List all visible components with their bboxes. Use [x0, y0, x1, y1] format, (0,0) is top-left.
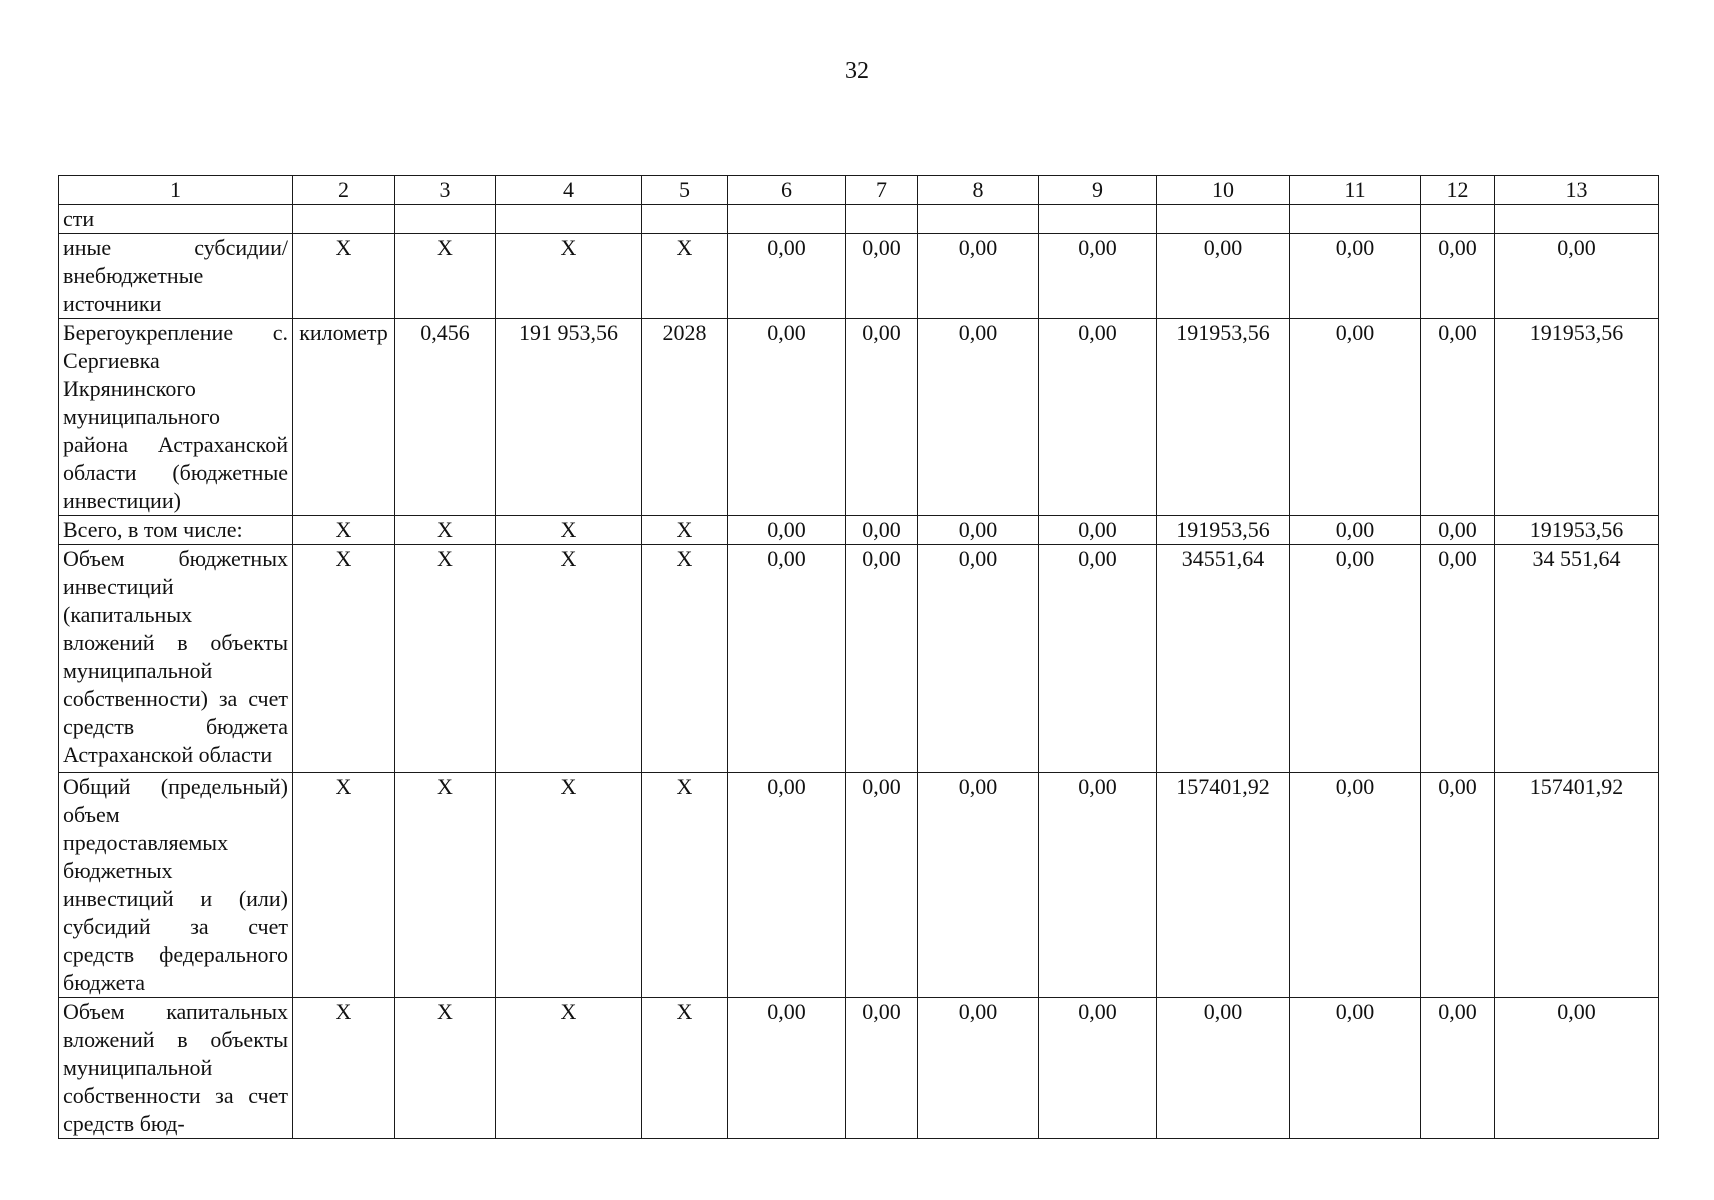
table-cell: 0,00: [1421, 545, 1495, 773]
table-cell: 0,00: [1495, 998, 1659, 1139]
table-cell: X: [496, 998, 642, 1139]
table-header-row: [59, 176, 1659, 205]
column-header: 9: [1039, 176, 1157, 205]
table-cell: 0,00: [846, 998, 918, 1139]
table-cell: [293, 205, 395, 234]
table-row: [59, 205, 1659, 234]
table-cell: [642, 205, 728, 234]
table-cell: 0,00: [728, 773, 846, 998]
table-cell: X: [395, 545, 496, 773]
table-cell: 0,00: [728, 545, 846, 773]
column-header: 10: [1157, 176, 1290, 205]
table-cell: 0,00: [1290, 234, 1421, 319]
table-cell: 0,00: [1290, 545, 1421, 773]
table-cell: [918, 205, 1039, 234]
table-cell: 0,00: [1290, 998, 1421, 1139]
table-cell: [1039, 205, 1157, 234]
column-header: 8: [918, 176, 1039, 205]
table-cell: X: [642, 234, 728, 319]
table-cell: [395, 205, 496, 234]
table-cell: [496, 205, 642, 234]
table-cell: X: [496, 516, 642, 545]
column-header: 6: [728, 176, 846, 205]
table-cell: километр: [293, 319, 395, 516]
table-cell: [1290, 205, 1421, 234]
column-header: 12: [1421, 176, 1495, 205]
table-cell: X: [496, 545, 642, 773]
table-cell: 0,00: [1157, 998, 1290, 1139]
table-cell: 0,00: [846, 319, 918, 516]
table-cell: 0,00: [1421, 234, 1495, 319]
table-row: [59, 516, 1659, 545]
table-cell: [1421, 205, 1495, 234]
table-cell: 191953,56: [1157, 319, 1290, 516]
table-cell: 0,00: [728, 319, 846, 516]
table-cell: 0,00: [846, 545, 918, 773]
table-cell: [1495, 205, 1659, 234]
column-header: 2: [293, 176, 395, 205]
table-cell: 0,00: [918, 234, 1039, 319]
table-cell: 0,00: [1157, 234, 1290, 319]
table-cell: X: [642, 773, 728, 998]
table-cell: 0,00: [728, 516, 846, 545]
table-cell: 191953,56: [1157, 516, 1290, 545]
table-cell: 0,00: [918, 516, 1039, 545]
table-cell: 0,00: [728, 234, 846, 319]
table-cell: 191953,56: [1495, 516, 1659, 545]
table-cell: X: [395, 234, 496, 319]
table-cell: X: [293, 773, 395, 998]
table-cell: 0,456: [395, 319, 496, 516]
table-cell: 0,00: [1039, 773, 1157, 998]
table-row: [59, 998, 1659, 1139]
table-cell: [846, 205, 918, 234]
table-cell: 0,00: [846, 773, 918, 998]
column-header: 11: [1290, 176, 1421, 205]
table-cell: 34 551,64: [1495, 545, 1659, 773]
table-row: [59, 234, 1659, 319]
table-cell: 0,00: [918, 773, 1039, 998]
table-cell: 0,00: [1039, 545, 1157, 773]
table-cell: 0,00: [1421, 319, 1495, 516]
table-cell: X: [642, 516, 728, 545]
column-header: 13: [1495, 176, 1659, 205]
row-label: Объем бюджетных инвестиций (капитальных вложений в объекты муниципальной собственности) за счет средств бюджета Астраханской области: [59, 545, 293, 773]
table-cell: [728, 205, 846, 234]
table-cell: X: [395, 773, 496, 998]
table-cell: 0,00: [846, 516, 918, 545]
table-cell: 0,00: [1495, 234, 1659, 319]
table-cell: 0,00: [1421, 773, 1495, 998]
table-cell: X: [293, 516, 395, 545]
table-cell: X: [395, 516, 496, 545]
column-header: 1: [59, 176, 293, 205]
table-cell: 0,00: [1290, 773, 1421, 998]
row-label: иные субсидии/ внебюджетные источники: [59, 234, 293, 319]
table-row: [59, 773, 1659, 998]
table-row: [59, 545, 1659, 773]
table-cell: 0,00: [728, 998, 846, 1139]
table-cell: 0,00: [846, 234, 918, 319]
table-cell: 2028: [642, 319, 728, 516]
page-number: 32: [845, 58, 869, 84]
table-cell: 0,00: [1039, 516, 1157, 545]
row-label: Общий (предельный) объем предоставляемых бюджетных инвестиций и (или) субсидий за счет средств федерального бюджета: [59, 773, 293, 998]
table-cell: 0,00: [1039, 319, 1157, 516]
row-label: Берегоукрепление с. Сергиевка Икрянинского муниципального района Астраханской области (бюджетные инвестиции): [59, 319, 293, 516]
table-cell: [1157, 205, 1290, 234]
column-header: 3: [395, 176, 496, 205]
column-header: 5: [642, 176, 728, 205]
table-cell: X: [293, 998, 395, 1139]
table-cell: 0,00: [1421, 998, 1495, 1139]
table-cell: X: [293, 545, 395, 773]
row-label: Всего, в том числе:: [59, 516, 293, 545]
row-label: сти: [59, 205, 293, 234]
table-cell: 191953,56: [1495, 319, 1659, 516]
table-cell: X: [496, 234, 642, 319]
column-header: 4: [496, 176, 642, 205]
table-cell: X: [395, 998, 496, 1139]
table-cell: 0,00: [918, 545, 1039, 773]
table-cell: 0,00: [1290, 319, 1421, 516]
table-cell: 0,00: [1290, 516, 1421, 545]
table-cell: X: [293, 234, 395, 319]
table-cell: 157401,92: [1495, 773, 1659, 998]
data-table: [58, 175, 1659, 1139]
column-header: 7: [846, 176, 918, 205]
table-cell: X: [642, 545, 728, 773]
table-cell: X: [496, 773, 642, 998]
table-cell: 0,00: [1039, 998, 1157, 1139]
table-row: [59, 319, 1659, 516]
table-cell: 34551,64: [1157, 545, 1290, 773]
table-cell: 0,00: [918, 319, 1039, 516]
row-label: Объем капитальных вложений в объекты муниципальной собственности за счет средств бюд-: [59, 998, 293, 1139]
table-cell: 0,00: [1421, 516, 1495, 545]
table-cell: 191 953,56: [496, 319, 642, 516]
table-cell: 0,00: [918, 998, 1039, 1139]
table-cell: 157401,92: [1157, 773, 1290, 998]
table-cell: 0,00: [1039, 234, 1157, 319]
table-cell: X: [642, 998, 728, 1139]
